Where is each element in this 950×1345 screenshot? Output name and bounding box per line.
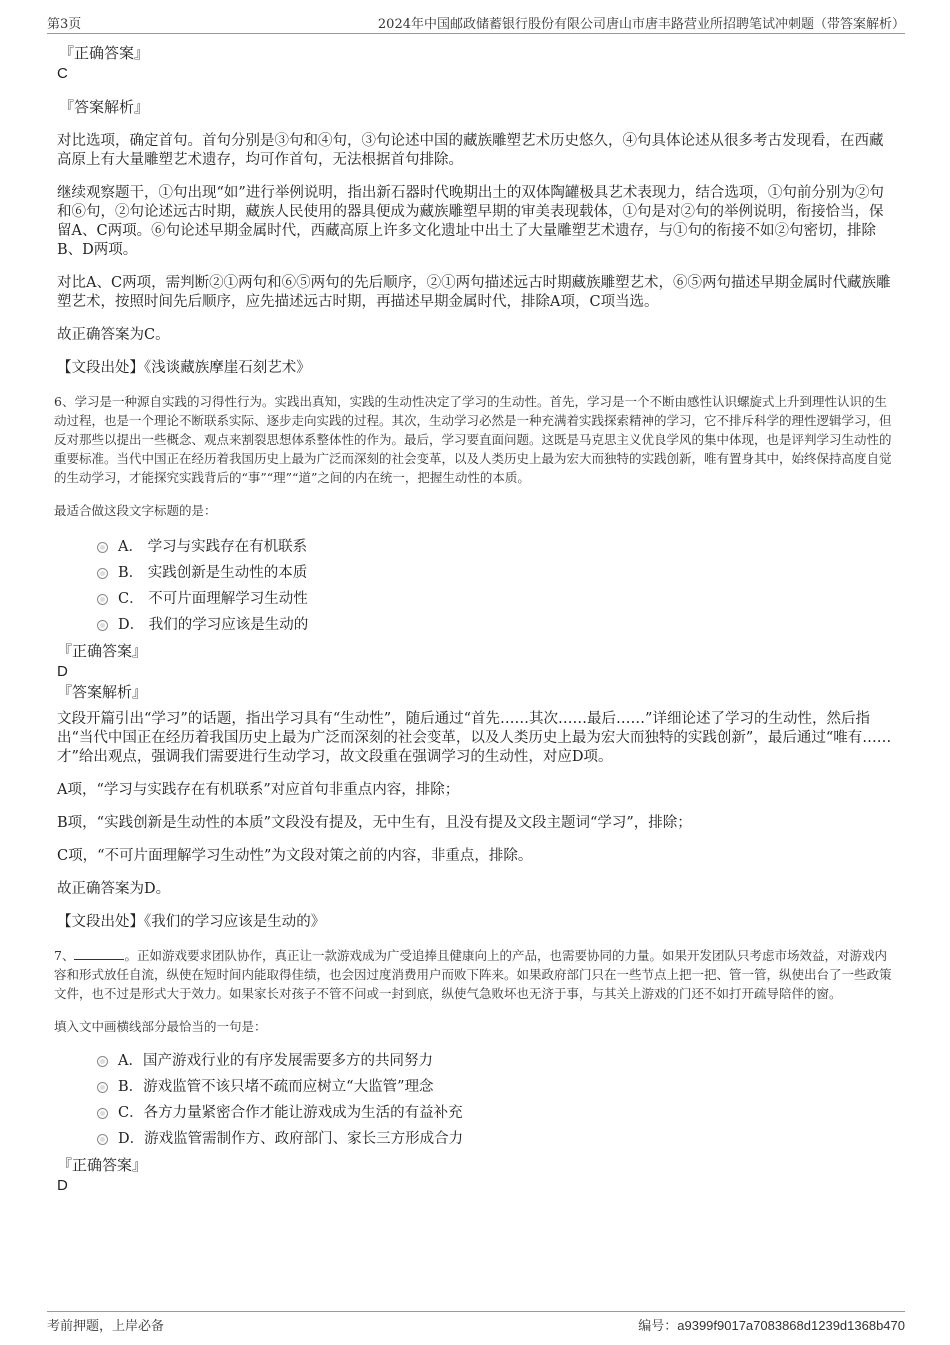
page-header [47, 13, 905, 34]
document-id: 编号：a9399f9017a7083868d1239d1368b470 [638, 1318, 905, 1333]
option-d[interactable]: D． 我们的学习应该是生动的 [97, 612, 893, 638]
question-7-text: 7、 。正如游戏要求团队协作，真正让一款游戏成为广受追捧且健康向上的产品，也需要协同的力量。如果开发团队只考虑市场效益，对游戏内容和形式放任自流，纵使在短时间内能取得佳绩，也会因过度消费用户而败下阵来。如果政府部门只在一些节点上把一把、管一管，纵使出台了一些政策文件，也不过是形式大于效力。如果家长对孩子不管不问或一封到底，纵使气急败坏也无济于事，与其关上游戏的门还不如打开疏导陪伴的窗。 [54, 948, 892, 1001]
analysis-label: 『答案解析』 [57, 683, 148, 701]
analysis-paragraph: B项，“实践创新是生动性的本质”文段没有提及，无中生有，且没有提及文段主题词“学习”，排除； [57, 815, 692, 831]
question-6-text: 6、学习是一种源自实践的习得性行为。实践出真知，实践的生动性决定了学习的生动性。首先，学习是一个不断由感性认识螺旋式上升到理性认识的生动过程，也是一个理论不断联系实际、逐步走向实践的过程。其次，生动学习必然是一种充满着实践探索精神的学习，它不排斥科学的理性逻辑学习，但反对那些以提出一些概念、观点来割裂思想体系整体性的作为。最后，学习要直面问题。这既是马克思主义优良学风的集中体现，也是评判学习生动性的重要标准。当代中国正在经历着我国历史上最为广泛而深刻的社会变革，以及人类历史上最为宏大而独特的实践创新，唯有置身其中，始终保持高度自觉的生动学习，才能探究实践背后的“事”“理”“道”之间的内在统一，把握生动性的本质。 [54, 394, 892, 485]
answer-value: D [57, 663, 68, 680]
radio-icon[interactable] [97, 1134, 108, 1145]
radio-icon[interactable] [97, 1056, 108, 1067]
radio-icon[interactable] [97, 1108, 108, 1119]
analysis-paragraph: 文段开篇引出“学习”的话题，指出学习具有“生动性”，随后通过“首先……其次……最后……”详细论述了学习的生动性，然后指出“当代中国正在经历着我国历史上最为广泛而深刻的社会变革，以及人类历史上最为宏大而独特的实践创新”，最后通过“唯有……才”给出观点，强调我们需要进行生动学习，故文段重在强调学习的生动性，对应D项。 [57, 711, 892, 765]
analysis-paragraph: A项，“学习与实践存在有机联系”对应首句非重点内容，排除； [57, 782, 460, 798]
option-b[interactable]: B．游戏监管不该只堵不疏而应树立“大监管”理念 [97, 1074, 893, 1100]
option-d[interactable]: D．游戏监管需制作方、政府部门、家长三方形成合力 [97, 1126, 893, 1152]
question-7-options [97, 1048, 893, 1152]
document-title: 2024年中国邮政储蓄银行股份有限公司唐山市唐丰路营业所招聘笔试冲刺题（带答案解析） [377, 17, 905, 32]
option-a[interactable]: A． 学习与实践存在有机联系 [97, 534, 893, 560]
radio-icon[interactable] [97, 568, 108, 579]
radio-icon[interactable] [97, 542, 108, 553]
answer-label: 『正确答案』 [57, 1156, 148, 1174]
analysis-label: 『答案解析』 [59, 98, 150, 116]
question-7-prompt: 填入文中画横线部分最恰当的一句是： [54, 1019, 267, 1034]
answer-label: 『正确答案』 [57, 642, 148, 660]
analysis-conclusion: 故正确答案为C。 [57, 327, 170, 343]
option-c[interactable]: C． 不可片面理解学习生动性 [97, 586, 893, 612]
option-c[interactable]: C．各方力量紧密合作才能让游戏成为生活的有益补充 [97, 1100, 893, 1126]
analysis-paragraph: 对比选项，确定首句。首句分别是③句和④句，③句论述中国的藏族雕塑艺术历史悠久，④句具体论述从很多考古发现看，在西藏高原上有大量雕塑艺术遗存，均可作首句，无法根据首句排除。 [57, 133, 884, 168]
page-footer [47, 1311, 905, 1334]
question-6-prompt: 最适合做这段文字标题的是： [54, 503, 217, 518]
analysis-paragraph: 继续观察题干，①句出现“如”进行举例说明，指出新石器时代晚期出土的双体陶罐极具艺术表现力，结合选项，①句前分别为②句和⑥句，②句论述远古时期，藏族人民使用的器具便成为藏族雕塑早期的审美表现载体，①句是对②句的举例说明，衔接恰当，保留A、C两项。⑥句论述早期金属时代，西藏高原上许多文化遗址中出土了大量雕塑艺术遗存，与①句的衔接不如②句密切，排除B、D两项。 [57, 185, 884, 258]
source-citation: 【文段出处】《我们的学习应该是生动的》 [57, 914, 326, 930]
answer-value: C [57, 65, 68, 82]
radio-icon[interactable] [97, 1082, 108, 1093]
question-6-options [97, 534, 893, 638]
radio-icon[interactable] [97, 620, 108, 631]
analysis-conclusion: 故正确答案为D。 [57, 881, 171, 897]
source-citation: 【文段出处】《浅谈藏族摩崖石刻艺术》 [57, 360, 311, 376]
radio-icon[interactable] [97, 594, 108, 605]
fill-blank [74, 947, 124, 960]
option-b[interactable]: B． 实践创新是生动性的本质 [97, 560, 893, 586]
option-a[interactable]: A．国产游戏行业的有序发展需要多方的共同努力 [97, 1048, 893, 1074]
answer-value: D [57, 1177, 68, 1194]
footer-slogan: 考前押题，上岸必备 [47, 1319, 165, 1334]
analysis-paragraph: 对比A、C两项，需判断②①两句和⑥⑤两句的先后顺序，②①两句描述远古时期藏族雕塑艺术，⑥⑤两句描述早期金属时代藏族雕塑艺术，按照时间先后顺序，应先描述远古时期，再描述早期金属时代，排除A项，C项当选。 [57, 275, 891, 310]
document-body [54, 44, 893, 1195]
answer-label: 『正确答案』 [59, 44, 150, 62]
page-number: 第3页 [47, 17, 82, 32]
analysis-paragraph: C项，“不可片面理解学习生动性”为文段对策之前的内容，非重点，排除。 [57, 848, 533, 864]
